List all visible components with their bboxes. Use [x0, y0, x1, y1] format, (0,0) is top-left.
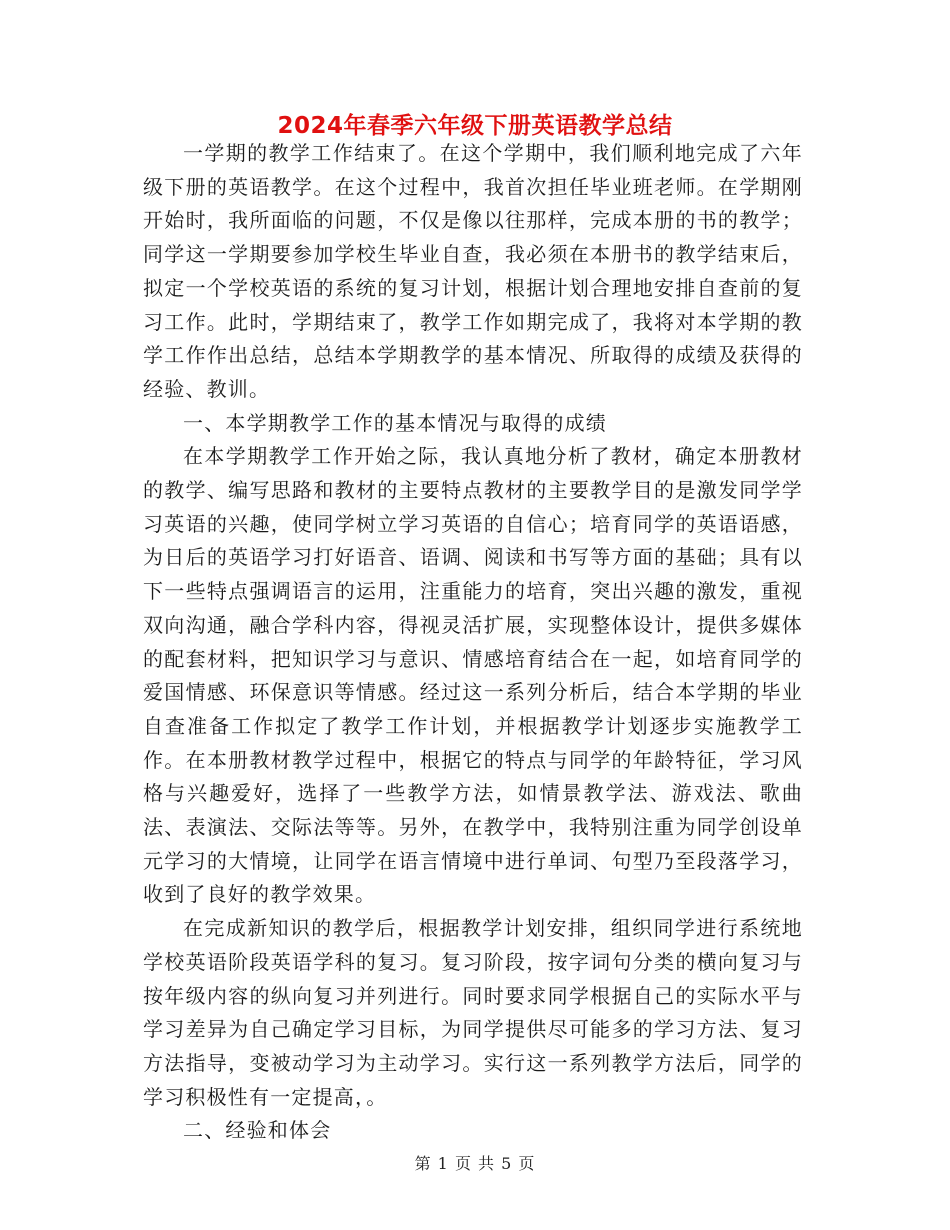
document-body — [143, 137, 803, 1148]
paragraph-intro: 一学期的教学工作结束了。在这个学期中，我们顺利地完成了六年级下册的英语教学。在这个过程中，我首次担任毕业班老师。在学期刚开始时，我所面临的问题，不仅是像以往那样，完成本册的书的教学；同学这一学期要参加学校生毕业自查，我必须在本册书的教学结束后，拟定一个学校英语的系统的复习计划，根据计划合理地安排自查前的复习工作。此时，学期结束了，教学工作如期完成了，我将对本学期的教学工作作出总结，总结本学期教学的基本情况、所取得的成绩及获得的经验、教训。 — [143, 141, 803, 401]
paragraph-section-1: 在本学期教学工作开始之际，我认真地分析了教材，确定本册教材的教学、编写思路和教材的主要特点教材的主要教学目的是激发同学学习英语的兴趣，使同学树立学习英语的自信心；培育同学的英语语感，为日后的英语学习打好语音、语调、阅读和书写等方面的基础；具有以下一些特点强调语言的运用，注重能力的培育，突出兴趣的激发，重视双向沟通，融合学科内容，得视灵活扩展，实现整体设计，提供多媒体的配套材料，把知识学习与意识、情感培育结合在一起，如培育同学的爱国情感、环保意识等情感。经过这一系列分析后，结合本学期的毕业自查准备工作拟定了教学工作计划，并根据教学计划逐步实施教学工作。在本册教材教学过程中，根据它的特点与同学的年龄特征，学习风格与兴趣爱好，选择了一些教学方法，如情景教学法、游戏法、歌曲法、表演法、交际法等等。另外，在教学中，我特别注重为同学创设单元学习的大情境，让同学在语言情境中进行单词、句型乃至段落学习，收到了良好的教学效果。 — [143, 444, 803, 907]
section-heading-1: 一、本学期教学工作的基本情况与取得的成绩 — [183, 410, 607, 435]
paragraph-review: 在完成新知识的教学后，根据教学计划安排，组织同学进行系统地学校英语阶段英语学科的复习。复习阶段，按字词句分类的横向复习与按年级内容的纵向复习并列进行。同时要求同学根据自己的实际水平与学习差异为自己确定学习目标，为同学提供尽可能多的学习方法、复习方法指导，变被动学习为主动学习。实行这一系列教学方法后，同学的学习积极性有一定提高，。 — [143, 916, 803, 1109]
document-title: 2024年春季六年级下册英语教学总结 — [277, 113, 673, 139]
page-number-footer: 第 1 页 共 5 页 — [414, 1154, 536, 1173]
section-heading-2: 二、经验和体会 — [183, 1118, 332, 1143]
